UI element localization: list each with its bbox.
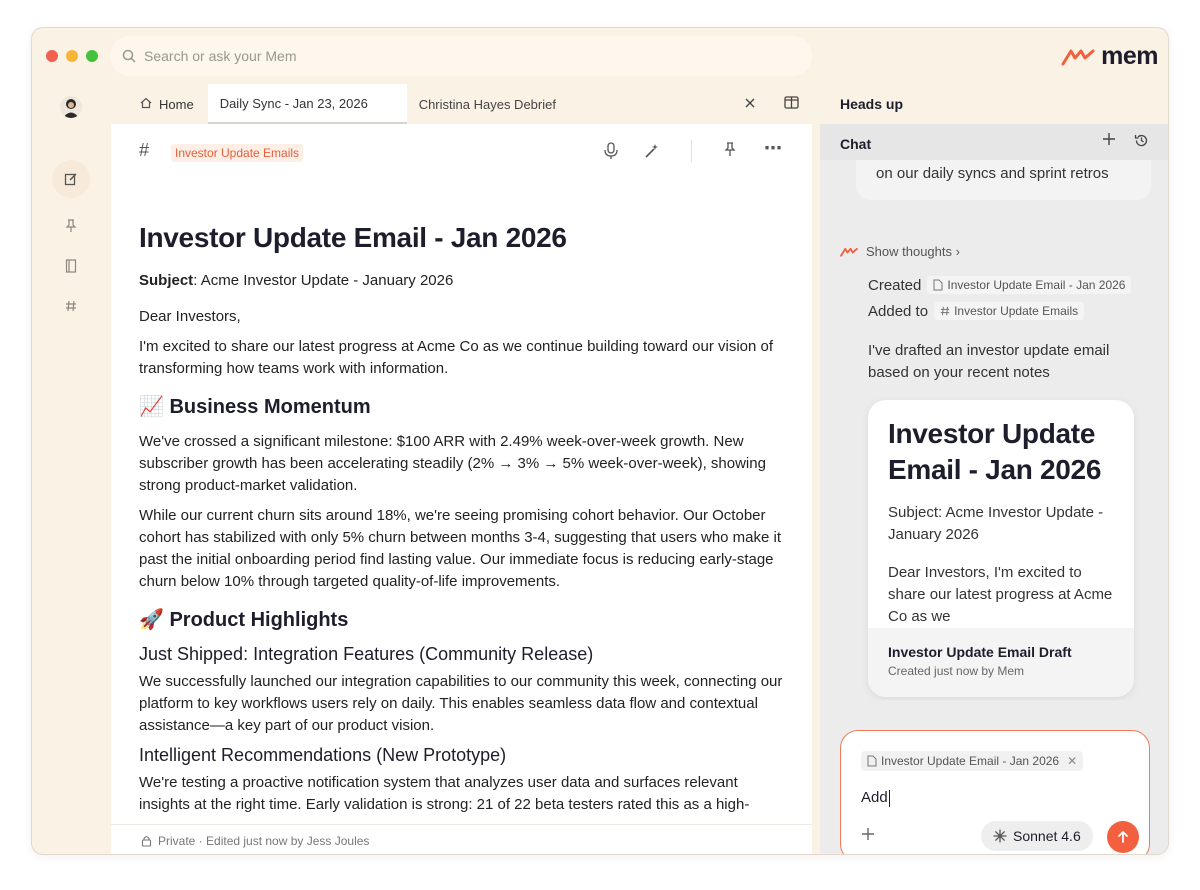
home-icon: [140, 97, 152, 109]
mem-logo: [1061, 42, 1158, 71]
created-note-chip[interactable]: [927, 276, 1131, 294]
new-chat-button[interactable]: [1102, 132, 1116, 149]
added-tag-chip[interactable]: [934, 302, 1084, 320]
collections-button[interactable]: [52, 247, 90, 285]
created-chip-label: Investor Update Email - Jan 2026: [947, 278, 1126, 292]
subject-label: Subject: [139, 272, 194, 289]
tab-bar: [111, 84, 812, 124]
intro-paragraph: I'm excited to share our latest progress at Acme Co as we continue building toward our vision of transforming how teams work with information.: [139, 338, 774, 377]
chat-title: Chat: [840, 136, 872, 152]
brand-name: mem: [1101, 42, 1158, 70]
edit-icon: [64, 172, 78, 186]
model-selector[interactable]: [981, 821, 1093, 851]
assistant-reply: I've drafted an investor update email based on your recent notes: [868, 342, 1110, 381]
lock-icon: [141, 835, 152, 847]
show-thoughts-toggle[interactable]: [840, 244, 960, 259]
search-bar[interactable]: [110, 36, 812, 76]
search-placeholder: Search or ask your Mem: [144, 48, 297, 64]
footer-status: Private · Edited just now by Jess Joules: [158, 833, 370, 848]
more-options-button[interactable]: ⋯: [764, 138, 782, 158]
previous-message-text: on our daily syncs and sprint retros: [876, 165, 1109, 182]
attach-button[interactable]: [861, 827, 875, 846]
chat-panel: [820, 84, 1169, 855]
collapse-sidebar-button[interactable]: [52, 842, 90, 855]
history-icon: [1134, 133, 1149, 148]
added-activity: [868, 302, 1084, 320]
note-content[interactable]: [139, 222, 789, 824]
heading-recommendations: Intelligent Recommendations (New Prototype): [139, 745, 507, 765]
app-window: [31, 27, 1169, 855]
card-footer: [868, 628, 1134, 697]
split-view-button[interactable]: [784, 96, 799, 114]
note-tag-chip[interactable]: Investor Update Emails: [171, 144, 303, 162]
heading-business: 📈 Business Momentum: [139, 396, 371, 418]
tab-christina-debrief[interactable]: [407, 84, 687, 124]
maximize-window-button[interactable]: [86, 50, 98, 62]
heads-up-header: Heads up: [820, 84, 1169, 124]
chat-messages: [820, 160, 1169, 700]
minimize-window-button[interactable]: [66, 50, 78, 62]
greeting: Dear Investors,: [139, 308, 241, 325]
tab-daily-sync-label: Daily Sync - Jan 23, 2026: [219, 95, 368, 111]
tags-button[interactable]: [52, 287, 90, 325]
card-footer-title: Investor Update Email Draft: [888, 644, 1072, 660]
hashtag-icon: [65, 300, 77, 312]
pin-icon: [724, 142, 736, 157]
magic-wand-icon: [643, 142, 661, 160]
search-icon: [122, 49, 136, 63]
voice-button[interactable]: [603, 142, 619, 165]
mem-logo-icon: [840, 247, 858, 257]
card-body: Dear Investors, I'm excited to share our latest progress at Acme Co as we: [888, 564, 1113, 625]
hashtag-icon: [940, 306, 950, 316]
chat-history-button[interactable]: [1134, 133, 1149, 151]
card-footer-subtitle: Created just now by Mem: [888, 664, 1025, 678]
created-label: Created: [868, 276, 922, 294]
mem-logo-icon: [1061, 48, 1095, 66]
subject-line: [139, 270, 789, 292]
created-activity: [868, 276, 1131, 294]
document-icon: [867, 755, 877, 767]
pinned-button[interactable]: [52, 207, 90, 245]
split-view-icon: [784, 96, 799, 109]
notebook-icon: [65, 259, 77, 273]
business-paragraph-2: While our current churn sits around 18%, we're seeing promising cohort behavior. Our October cohort has stabilized with only 5% churn between months 3-4, suggesting that users who make it past the initial onboarding period find lasting value. Our immediate focus is reducing early-stage churn below 10% through targeted quality-of-life improvements.: [139, 507, 782, 590]
document-icon: [933, 279, 943, 291]
card-title: Investor Update Email - Jan 2026: [888, 418, 1102, 485]
chat-header: [820, 124, 1169, 160]
arrow-up-icon: [1116, 830, 1130, 844]
previous-user-message: [856, 160, 1151, 200]
left-rail: [32, 84, 110, 855]
plus-icon: [1102, 132, 1116, 146]
send-button[interactable]: [1107, 821, 1139, 853]
added-chip-label: Investor Update Emails: [954, 304, 1079, 318]
note-toolbar: [111, 124, 812, 180]
recommendations-paragraph: We're testing a proactive notification system that analyzes user data and surfaces relevant insights at the right time. Early validation is strong: 21 of 22 beta testers rated this as a high-: [139, 774, 750, 813]
chat-input[interactable]: Add: [861, 789, 888, 806]
toolbar-divider: [691, 140, 692, 162]
chat-composer[interactable]: [840, 730, 1150, 855]
remove-context-icon[interactable]: ✕: [1067, 754, 1078, 768]
hashtag-icon: #: [139, 140, 150, 160]
context-chip-label: Investor Update Email - Jan 2026: [881, 754, 1060, 768]
business-paragraph-1: We've crossed a significant milestone: $100 ARR with 2.49% week-over-week growth. New subscriber growth has been accelerating steadily (2% → 3% → 5% week-over-week), showing strong product-market validation.: [139, 433, 766, 494]
note-editor: [111, 84, 812, 855]
tab-christina-label: Christina Hayes Debrief: [418, 96, 556, 112]
card-subject: Subject: Acme Investor Update - January 2026: [888, 504, 1104, 543]
tab-daily-sync[interactable]: [208, 84, 407, 124]
note-preview-card[interactable]: [868, 400, 1134, 697]
heading-shipped: Just Shipped: Integration Features (Community Release): [139, 644, 594, 664]
magic-button[interactable]: [643, 142, 661, 165]
close-icon: [744, 97, 756, 109]
subject-value: : Acme Investor Update - January 2026: [193, 272, 454, 289]
shipped-paragraph: We successfully launched our integration capabilities to our community this week, connecting our platform to key workflows users rely on daily. This enables seamless data flow and contextual assistance—a key part of our product vision.: [139, 673, 783, 734]
note-footer: [111, 824, 812, 855]
microphone-icon: [603, 142, 619, 160]
model-name: Sonnet 4.6: [1013, 828, 1081, 844]
show-thoughts-label: Show thoughts ›: [866, 244, 960, 259]
tab-home-label: Home: [159, 96, 194, 112]
pin-icon: [65, 219, 77, 233]
context-chip[interactable]: [861, 751, 1083, 771]
added-label: Added to: [868, 302, 929, 320]
pin-note-button[interactable]: [724, 142, 736, 162]
tab-home[interactable]: [111, 84, 208, 124]
note-title: Investor Update Email - Jan 2026: [139, 222, 567, 253]
avatar[interactable]: [60, 96, 82, 118]
sparkle-icon: [993, 829, 1007, 843]
plus-icon: [861, 827, 875, 841]
close-tab-button[interactable]: [744, 96, 756, 114]
close-window-button[interactable]: [46, 50, 58, 62]
new-note-button[interactable]: [52, 160, 90, 198]
heading-product: 🚀 Product Highlights: [139, 609, 349, 631]
